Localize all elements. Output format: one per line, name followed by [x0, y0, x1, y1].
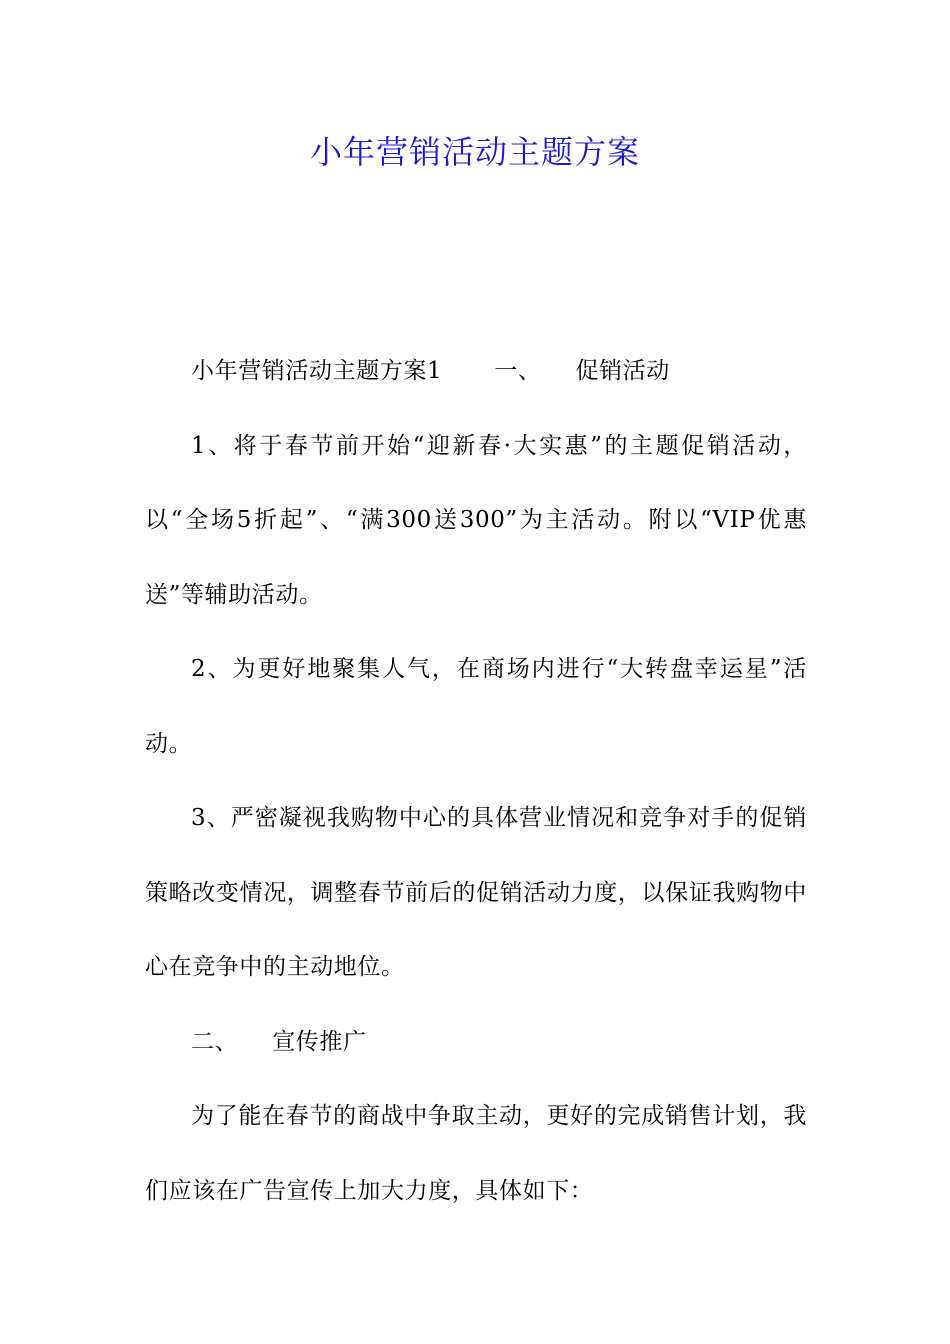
paragraph-3: 3、严密凝视我购物中心的具体营业情况和竞争对手的促销策略改变情况，调整春节前后的促销活动力度，以保证我购物中心在竞争中的主动地位。	[145, 805, 807, 980]
document-body	[145, 334, 807, 1228]
section-two-title: 宣传推广	[272, 1028, 367, 1055]
heading-line	[145, 334, 807, 409]
section-one-number: 一、	[494, 358, 542, 384]
paragraph-1: 1、将于春节前开始“迎新春·大实惠”的主题促销活动，以“全场5折起”、“满300送300”为主活动。附以“VIP优惠送”等辅助活动。	[145, 432, 807, 608]
page-title: 小年营销活动主题方案	[309, 133, 640, 171]
doc-label: 小年营销活动主题方案1	[191, 358, 443, 384]
closing-paragraph: 为了能在春节的商战中争取主动，更好的完成销售计划，我们应该在广告宣传上加大力度，具体如下：	[145, 1103, 807, 1204]
paragraph-2: 2、为更好地聚集人气，在商场内进行“大转盘幸运星”活动。	[145, 656, 807, 757]
section-one-title: 促销活动	[575, 358, 670, 384]
section-two-heading	[145, 1005, 807, 1080]
section-two-number: 二、	[191, 1028, 239, 1055]
